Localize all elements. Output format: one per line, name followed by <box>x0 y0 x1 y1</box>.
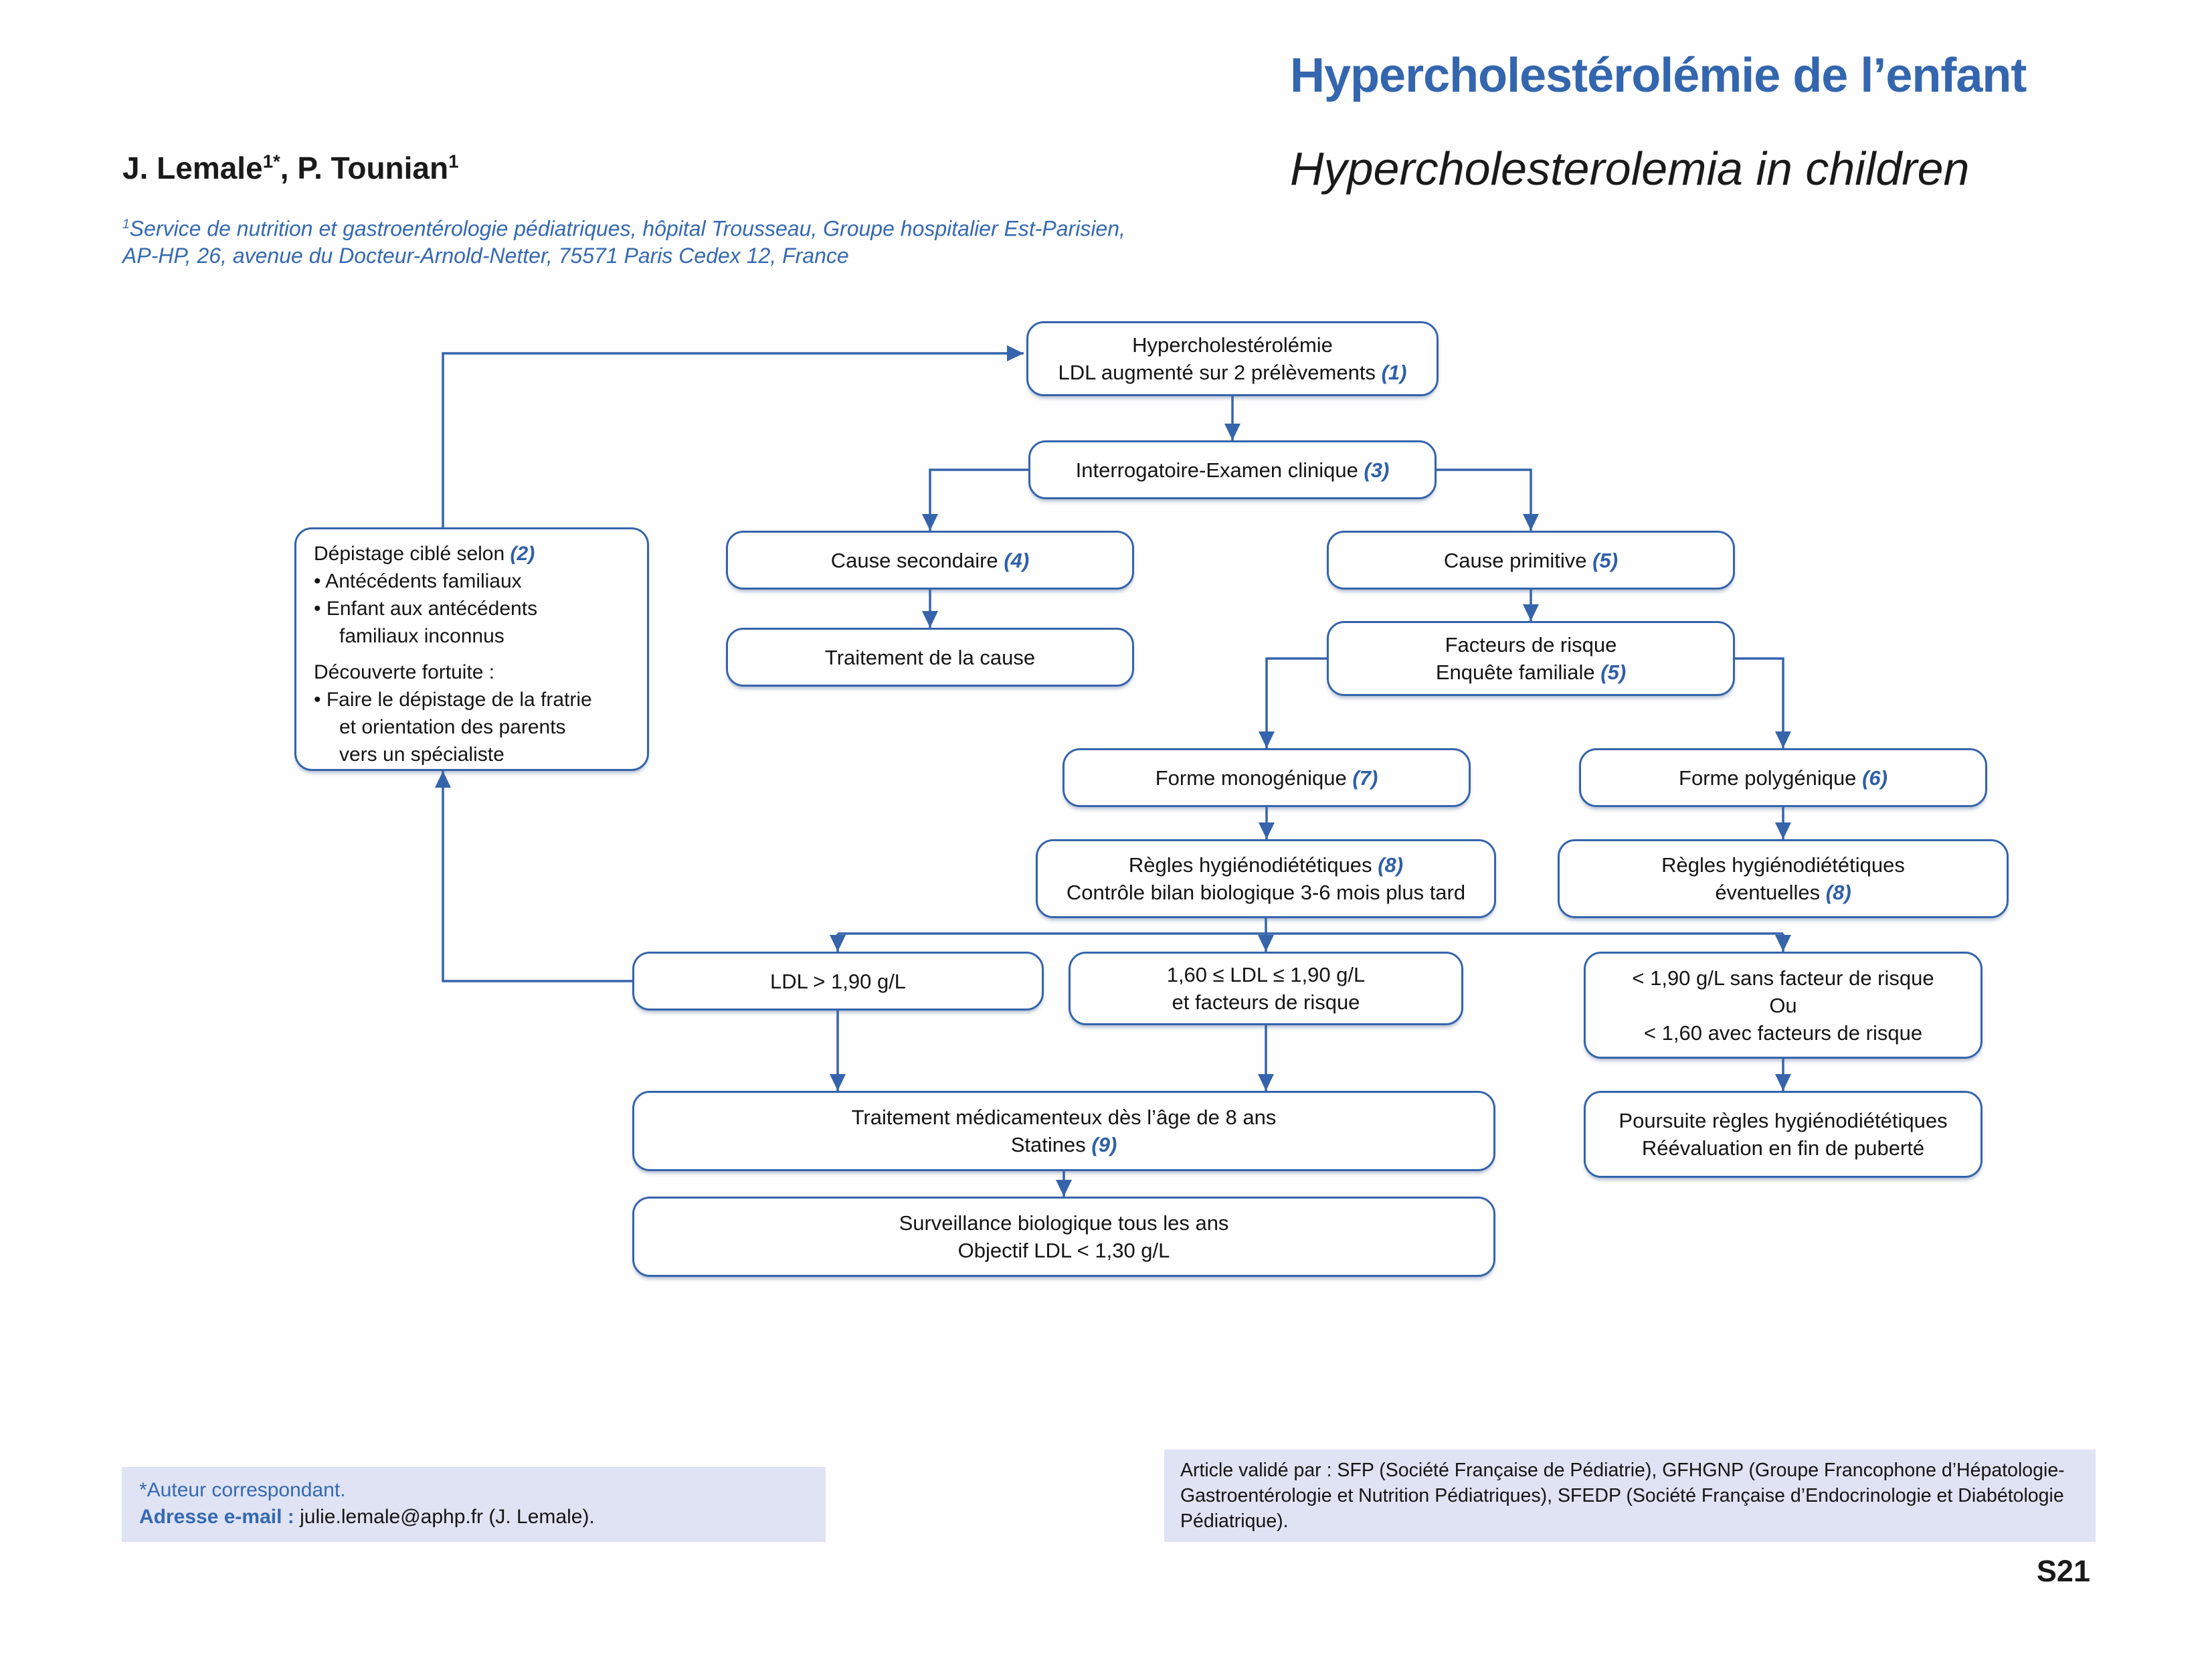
email-label: Adresse e-mail : <box>139 1506 294 1528</box>
box-text-line: Hypercholestérolémie <box>1132 333 1333 357</box>
box-text-line: Contrôle bilan biologique 3-6 mois plus tard <box>1066 881 1466 904</box>
author-1-superscript: 1* <box>262 151 280 172</box>
box-text-line: • Antécédents familiaux <box>314 570 522 592</box>
figure-reference: (4) <box>1004 548 1030 572</box>
correspondent-author-note: *Auteur correspondant. <box>139 1479 346 1501</box>
validation-line-1: Article validé par : SFP (Société Française de Pédiatrie), GFHGNP (Groupe Francophone d’Hépatologie- <box>1180 1460 2065 1481</box>
flow-box-ldl-160-190-facteurs <box>1069 952 1463 1025</box>
validation-note <box>1164 1450 2096 1542</box>
box-text-line: Traitement médicamenteux dès l’âge de 8 ans <box>851 1106 1277 1129</box>
box-text-line: Règles hygiénodiététiques <box>1661 853 1905 877</box>
correspondence-note <box>122 1467 826 1542</box>
box-text-line: 1,60 ≤ LDL ≤ 1,90 g/L <box>1166 963 1366 986</box>
box-text-line: Réévaluation en fin de puberté <box>1641 1136 1925 1160</box>
flow-box-facteurs-de-risque <box>1327 621 1735 696</box>
box-text-line: Interrogatoire-Examen clinique (3) <box>1075 458 1390 482</box>
figure-reference: (6) <box>1862 766 1887 790</box>
authors-line <box>122 150 458 186</box>
box-text-line: • Faire le dépistage de la fratrie <box>314 689 592 711</box>
box-text-line: vers un spécialiste <box>339 744 504 766</box>
article-title-fr: Hypercholestérolémie de l’enfant <box>1290 49 2027 102</box>
box-text-line: Surveillance biologique tous les ans <box>899 1211 1229 1235</box>
figure-reference: (5) <box>1600 661 1627 684</box>
box-text-line: • Enfant aux antécédents <box>314 598 538 620</box>
flow-box-interrogatoire-examen <box>1028 440 1437 499</box>
flow-box-surveillance-biologique <box>632 1197 1495 1277</box>
box-text-line: Règles hygiénodiététiques (8) <box>1128 853 1404 877</box>
box-text-line: < 1,60 avec facteurs de risque <box>1643 1021 1923 1045</box>
box-text-line: Enquête familiale (5) <box>1435 661 1627 684</box>
author-2: , P. Tounian <box>280 151 449 185</box>
author-1: J. Lemale <box>122 151 263 185</box>
figure-reference: (2) <box>510 543 535 565</box>
affiliation-block <box>122 211 1125 269</box>
box-text-line: Statines (9) <box>1010 1133 1117 1156</box>
article-title-en: Hypercholesterolemia in children <box>1290 143 1970 195</box>
box-text-line: Dépistage ciblé selon (2) <box>314 543 535 565</box>
box-text-line: Ou <box>1769 993 1797 1017</box>
box-text-line: Cause secondaire (4) <box>830 548 1030 572</box>
affiliation-superscript: 1 <box>122 217 130 232</box>
flow-box-depistage-cible <box>294 527 649 771</box>
box-text-line: Objectif LDL < 1,30 g/L <box>957 1239 1170 1262</box>
box-text-line: Forme monogénique (7) <box>1155 766 1378 790</box>
flow-box-cause-primitive <box>1327 531 1735 590</box>
figure-reference: (3) <box>1364 458 1390 482</box>
flow-box-traitement-cause <box>726 628 1134 687</box>
figure-reference: (8) <box>1378 853 1404 877</box>
figure-reference: (9) <box>1091 1133 1117 1156</box>
flow-box-traitement-medicamenteux-statines <box>632 1091 1495 1171</box>
box-text-line: Découverte fortuite : <box>314 661 495 683</box>
box-text-line: familiaux inconnus <box>339 625 504 647</box>
box-text-line: éventuelles (8) <box>1715 881 1851 904</box>
box-text-line: et orientation des parents <box>339 716 566 738</box>
box-text-line: Poursuite règles hygiénodiététiques <box>1619 1109 1948 1132</box>
flow-box-forme-polygenique <box>1579 748 1987 807</box>
figure-reference: (8) <box>1825 881 1851 904</box>
flow-box-forme-monogenique <box>1063 748 1471 807</box>
box-text-line: Forme polygénique (6) <box>1679 766 1887 790</box>
box-text-line: < 1,90 g/L sans facteur de risque <box>1632 966 1934 990</box>
email-value: julie.lemale@aphp.fr (J. Lemale). <box>300 1506 595 1528</box>
flow-box-ldl-superieur-190 <box>632 952 1044 1011</box>
box-text-line: LDL > 1,90 g/L <box>769 969 907 993</box>
box-text-line: LDL augmenté sur 2 prélèvements (1) <box>1058 361 1407 384</box>
affiliation-line-2: AP-HP, 26, avenue du Docteur-Arnold-Netter, 75571 Paris Cedex 12, France <box>122 243 849 268</box>
figure-reference: (1) <box>1381 361 1407 384</box>
flow-box-hypercholesterolemie <box>1026 321 1439 396</box>
affiliation-line-1: $^1$Service de nutrition et gastroentérologie pédiatriques, hôpital Trousseau, Groupe hospitalier Est-Parisien, <box>122 216 1125 241</box>
flow-box-regles-hygienodietetiques-controle <box>1036 839 1496 918</box>
author-2-superscript: 1 <box>448 151 459 172</box>
validation-line-3: Pédiatrique). <box>1180 1510 1289 1532</box>
box-text-line: et facteurs de risque <box>1172 990 1360 1014</box>
box-text-line: Traitement de la cause <box>824 645 1036 669</box>
validation-line-2: Gastroentérologie et Nutrition Pédiatriques), SFEDP (Société Française d’Endocrinologie et Diabétologie <box>1180 1485 2064 1506</box>
page-number: S21 <box>2036 1554 2090 1588</box>
email-line <box>139 1504 808 1531</box>
box-text-line: Facteurs de risque <box>1445 633 1617 657</box>
flow-box-ldl-inferieur-190-sans-facteur <box>1584 952 1983 1059</box>
flow-box-cause-secondaire <box>726 531 1134 590</box>
flow-box-regles-hygienodietetiques-eventuelles <box>1558 839 2009 918</box>
figure-reference: (7) <box>1352 766 1378 790</box>
box-text-line: Cause primitive (5) <box>1443 548 1619 572</box>
figure-reference: (5) <box>1592 548 1619 572</box>
flow-box-poursuite-regles <box>1584 1091 1983 1178</box>
